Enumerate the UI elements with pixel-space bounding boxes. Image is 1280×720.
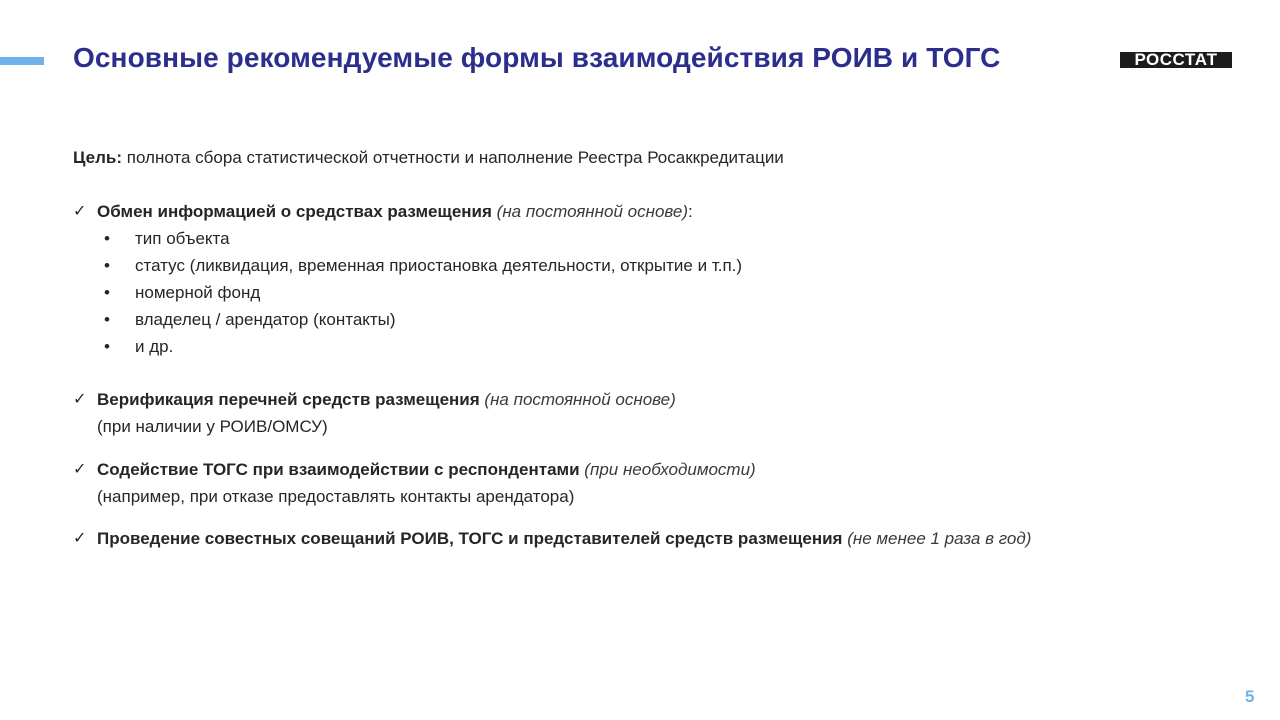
item-heading [73, 198, 742, 225]
list-item: • номерной фонд [73, 279, 742, 306]
item-heading [73, 525, 1031, 552]
title-accent-bar [0, 57, 44, 65]
item-suffix: : [688, 202, 693, 221]
item-verification [73, 386, 676, 440]
item-bold-text: Проведение совестных совещаний РОИВ, ТОГС и представителей средств размещения [97, 529, 843, 548]
slide-title: Основные рекомендуемые формы взаимодействия РОИВ и ТОГС [73, 42, 1001, 73]
item-heading [73, 386, 676, 413]
list-item: • владелец / арендатор (контакты) [73, 306, 742, 333]
item-italic-note: (на постоянной основе) [496, 202, 689, 221]
item-italic-note: (не менее 1 раза в год) [847, 529, 1032, 548]
bullet-icon: • [104, 229, 110, 248]
item-information-exchange [73, 198, 742, 360]
item-subtext: (при наличии у РОИВ/ОМСУ) [97, 417, 328, 436]
item-italic-note: (на постоянной основе) [484, 390, 676, 409]
item-bold-text: Верификация перечней средств размещения [97, 390, 480, 409]
checkmark-icon: ✓ [73, 461, 87, 478]
checkmark-icon: ✓ [73, 530, 87, 547]
list-item: • тип объекта [73, 225, 742, 252]
bullet-icon: • [104, 283, 110, 302]
bullet-icon: • [104, 256, 110, 275]
rosstat-logo: РОССТАТ [1120, 52, 1232, 68]
bullet-icon: • [104, 310, 110, 329]
item-italic-note: (при необходимости) [584, 460, 756, 479]
bullet-list [73, 225, 742, 360]
item-subtext: (например, при отказе предоставлять контакты арендатора) [97, 487, 575, 506]
list-item: • и др. [73, 333, 742, 360]
item-bold-text: Обмен информацией о средствах размещения [97, 202, 492, 221]
item-bold-text: Содействие ТОГС при взаимодействии с респондентами [97, 460, 580, 479]
page-number: 5 [1245, 687, 1255, 706]
goal-text: полнота сбора статистической отчетности и наполнение Реестра Росаккредитации [126, 148, 784, 167]
item-joint-meetings [73, 525, 1031, 552]
goal-line [73, 148, 784, 168]
checkmark-icon: ✓ [73, 203, 87, 220]
item-heading [73, 456, 756, 483]
checkmark-icon: ✓ [73, 391, 87, 408]
list-item: • статус (ликвидация, временная приостановка деятельности, открытие и т.п.) [73, 252, 742, 279]
bullet-icon: • [104, 337, 110, 356]
item-assistance [73, 456, 756, 510]
goal-label: Цель: [73, 148, 122, 167]
